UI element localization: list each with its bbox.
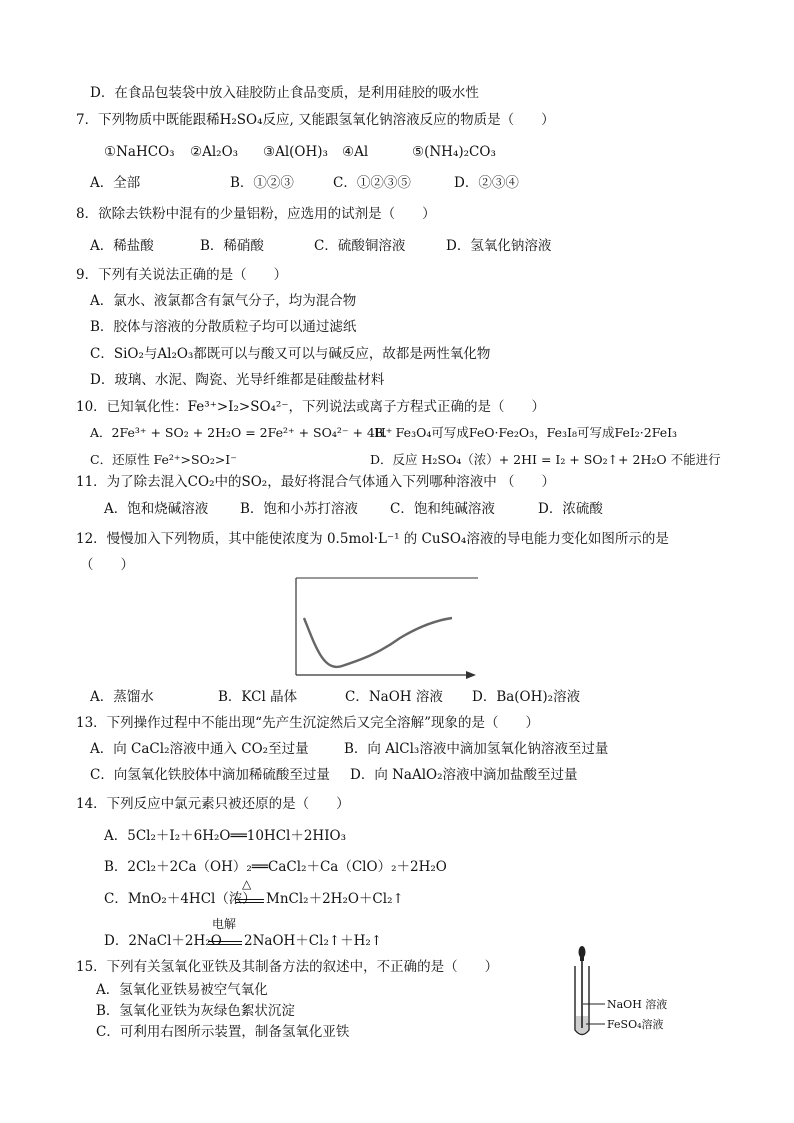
q14-option-b: B．2Cl₂＋2Ca（OH）₂══CaCl₂＋Ca（ClO）₂＋2H₂O: [104, 859, 447, 875]
q14-option-c-right: MnCl₂＋2H₂O＋Cl₂↑: [266, 891, 404, 907]
naoh-solution-label: NaOH 溶液: [607, 998, 668, 1011]
q12-option-d: D．Ba(OH)₂溶液: [472, 689, 581, 705]
q15-option-b: B．氢氧化亚铁为灰绿色絮状沉淀: [96, 1003, 295, 1019]
q10-option-c: C．还原性 Fe²⁺>SO₂>I⁻: [90, 452, 237, 467]
q12-option-a: A．蒸馏水: [90, 689, 154, 705]
q7-option-a: A．全部: [90, 175, 141, 191]
q8-option-b: B．稀硝酸: [200, 238, 264, 254]
q14-option-d-right: 2NaOH＋Cl₂↑＋H₂↑: [244, 933, 383, 949]
q9-option-a: A．氯水、液氯都含有氯气分子，均为混合物: [90, 293, 357, 309]
q7-option-c: C．①②③⑤: [333, 175, 411, 191]
q11-stem: 11．为了除去混入CO₂中的SO₂，最好将混合气体通入下列哪种溶液中 （ ）: [76, 474, 556, 490]
q13-option-a: A．向 CaCl₂溶液中通入 CO₂至过量: [90, 741, 309, 757]
q7-stem: 7．下列物质中既能跟稀H₂SO₄反应, 又能跟氢氧化钠溶液反应的物质是（ ）: [76, 112, 555, 128]
graph-x-arrow: [466, 671, 476, 679]
q7-option-d: D．②③④: [454, 175, 519, 191]
q14-option-c-left: C．MnO₂＋4HCl（浓）: [104, 891, 256, 907]
q9-option-b: B．胶体与溶液的分散质粒子均可以通过滤纸: [90, 319, 357, 335]
q10-option-d: D．反应 H₂SO₄（浓）+ 2HI = I₂ + SO₂↑+ 2H₂O 不能进行: [370, 452, 721, 467]
q14-stem: 14．下列反应中氯元素只被还原的是（ ）: [76, 796, 350, 812]
q14-option-c-eq-line-1: [236, 899, 264, 900]
q14-option-a: A．5Cl₂＋I₂＋6H₂O══10HCl＋2HIO₃: [104, 828, 347, 844]
q12-option-c: C．NaOH 溶液: [345, 689, 443, 705]
conductivity-graph: [290, 574, 480, 684]
q14-option-d-left: D．2NaCl＋2H₂O: [104, 933, 222, 949]
q15-option-a: A．氢氧化亚铁易被空气氧化: [96, 982, 268, 998]
q13-stem: 13．下列操作过程中不能出现“先产生沉淀然后又完全溶解”现象的是（ ）: [76, 715, 539, 731]
feso4-solution-label: FeSO₄溶液: [607, 1018, 664, 1031]
q13-option-b: B．向 AlCl₃溶液中滴加氢氧化钠溶液至过量: [344, 741, 609, 757]
q13-option-d: D．向 NaAlO₂溶液中滴加盐酸至过量: [350, 767, 578, 783]
q7-item-4: ④Al: [342, 144, 369, 160]
q10-stem: 10．已知氧化性：Fe³⁺>I₂>SO₄²⁻，下列说法或离子方程式正确的是（ ）: [76, 399, 545, 415]
q12-answer-paren: （ ）: [80, 557, 134, 573]
q10-option-b: B．Fe₃O₄可写成FeO·Fe₂O₃，Fe₃I₈可写成FeI₂·2FeI₃: [374, 425, 678, 440]
dropper-neck: [580, 957, 584, 961]
q14-option-c-eq-line-2: [236, 902, 264, 903]
q7-item-5: ⑤(NH₄)₂CO₃: [412, 144, 496, 160]
q11-option-a: A．饱和烧碱溶液: [104, 501, 209, 517]
q12-option-b: B．KCl 晶体: [218, 689, 298, 705]
q11-option-b: B．饱和小苏打溶液: [240, 501, 358, 517]
dropper-bulb: [579, 946, 586, 958]
q6-option-d: D．在食品包装袋中放入硅胶防止食品变质，是利用硅胶的吸水性: [90, 85, 479, 101]
q14-option-c-condition: △: [242, 877, 252, 891]
q8-option-d: D．氢氧化钠溶液: [446, 238, 552, 254]
q8-option-c: C．硫酸铜溶液: [314, 238, 406, 254]
conductivity-curve: [304, 618, 452, 667]
q15-option-c: C．可利用右图所示装置，制备氢氧化亚铁: [96, 1024, 350, 1040]
q8-option-a: A．稀盐酸: [90, 238, 154, 254]
q11-option-d: D．浓硫酸: [538, 501, 603, 517]
q14-option-d-eq-line-1: [208, 941, 242, 942]
q13-option-c: C．向氢氧化铁胶体中滴加稀硫酸至过量: [90, 767, 330, 783]
q7-item-1: ①NaHCO₃: [104, 144, 175, 160]
q7-item-2: ②Al₂O₃: [190, 144, 239, 160]
q9-option-d: D．玻璃、水泥、陶瓷、光导纤维都是硅酸盐材料: [90, 372, 385, 388]
q10-option-a: A．2Fe³⁺ + SO₂ + 2H₂O = 2Fe²⁺ + SO₄²⁻ + 4H⁺: [90, 425, 393, 440]
q8-stem: 8．欲除去铁粉中混有的少量铝粉，应选用的试剂是（ ）: [76, 206, 436, 222]
q12-stem: 12．慢慢加入下列物质，其中能使浓度为 0.5mol·L⁻¹ 的 CuSO₄溶液的导电能力变化如图所示的是: [76, 531, 669, 547]
q7-item-3: ③Al(OH)₃: [263, 144, 328, 160]
q14-option-d-eq-line-2: [208, 944, 242, 945]
q9-option-c: C．SiO₂与Al₂O₃都既可以与酸又可以与碱反应，故都是两性氧化物: [90, 346, 491, 362]
q15-stem: 15．下列有关氢氧化亚铁及其制备方法的叙述中，不正确的是（ ）: [76, 959, 499, 975]
q14-option-d-condition: 电解: [212, 917, 237, 931]
q7-option-b: B．①②③: [230, 175, 294, 191]
q9-stem: 9．下列有关说法正确的是（ ）: [76, 267, 288, 283]
q11-option-c: C．饱和纯碱溶液: [390, 501, 495, 517]
